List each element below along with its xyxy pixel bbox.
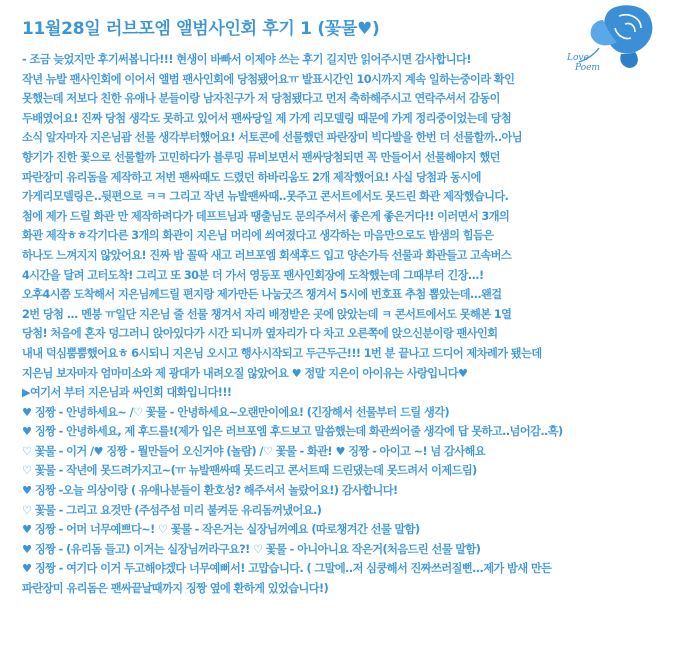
intro-line: 내내 덕심뿜뿜했어요ㅎ 6시되니 지은님 오시고 행사시작되고 두근두근!!! 1번 분 끝나고 드디어 제차례가 됐는데 <box>22 346 542 360</box>
intro-line: 당첨! 처음에 혼자 덩그러니 앉아있다가 시간 되니까 옆자리가 다 차고 오른쪽에 앉으신분이랑 팬사인회 <box>22 327 498 341</box>
dialogue-heading: ▶여기서 부터 지은님과 싸인회 대화입니다!!! <box>22 386 232 400</box>
dialogue-line: ♥ 징짱 - 여기다 이거 두고해야겠다 너무예뻐서! 고맙습니다. ( 그말에..저 심쿵해서 진짜쓰러질뻔...제가 밤새 만든 <box>22 562 552 576</box>
dialogue-line: ♡ 꽃물 - 그리고 요것만 (주섬주섬 미리 불켜둔 유리돔꺼냈어요.) <box>22 503 322 517</box>
intro-line: 지은님 보자마자 엄마미소와 제 광대가 내려오질 않았어요 ♥ 정말 지은이 아이유는 사랑입니다♥ <box>22 366 468 380</box>
dialogue-line: ♥ 징짱 - 안녕하세요, 제 후드를!(제가 입은 러브포엠 후드보고 말씀했는데 화관씌어줄 생각에 답 못하고..넘어감..흑) <box>22 425 563 439</box>
intro-line: 첨에 제가 드릴 화관 만 제작하려다가 데프트님과 땡출님도 문의주셔서 좋은게 좋은거다!! 이러면서 3개의 <box>22 209 510 223</box>
intro-line: - 조금 늦었지만 후기써봅니다!!! 현생이 바빠서 이제야 쓰는 후기 길지만 읽어주시면 감사합니다! <box>22 53 471 66</box>
logo-text-poem: Poem <box>575 63 600 73</box>
dialogue-line: ♥ 징짱 - 안녕하세요~ /♡ 꽃물 - 안녕하세요~오랜만이에요! (긴장해서 선물부터 드릴 생각) <box>22 405 450 419</box>
intro-line: 가게리모델링은..뒷편으로 ㅋㅋ 그리고 작년 뉴발팬싸때..못주고 콘서트에서도 못드린 화관 제작했습니다. <box>22 190 509 204</box>
post-body <box>22 50 662 599</box>
intro-line: 하나도 느껴지지 않았어요! 진짜 밤 꼴딱 새고 러브포엠 회색후드 입고 양손가득 선물과 화관들고 고속버스 <box>22 248 512 262</box>
dialogue-line: ♥ 징짱 - (유리돔 들고) 이거는 실장님꺼라구요?! ♡ 꽃물 - 아니아니요 작은거(처음드린 선물 말함) <box>22 542 481 556</box>
dialogue-line: ♥ 징짱 -오늘 의상이랑 ( 유애나분들이 환호성? 해주셔서 놀랐어요!) 감사합니다! <box>22 484 398 498</box>
dialogue-line: 파란장미 유리돔은 팬싸끝날때까지 징짱 옆에 환하게 있었습니다!) <box>22 582 329 596</box>
dialogue-line: ♡ 꽃물 - 이거 /♥ 징짱 - 뭘만들어 오신거야 (놀람) /♡ 꽃물 - 화관! ♥ 징짱 - 아이고 ~! 넘 감사해요 <box>22 444 486 458</box>
intro-line: 작년 뉴발 팬사인회에 이어서 앨범 팬사인회에 당첨됐어요ㅠ 발표시간인 10시까지 계속 일하는중이라 확인 <box>22 72 515 86</box>
intro-line: 화관 제작ㅎㅎ각기다른 3개의 화관이 지은님 머리에 씌여졌다고 생각하는 마음만으로도 밤샘의 힘듬은 <box>22 229 494 243</box>
post-title: 11월28일 러브포엠 앨범사인회 후기 1 (꽃물♥) <box>22 19 380 39</box>
intro-line: 2번 당첨 ... 멘붕 ㅠ일단 지은님 줄 선물 챙겨서 자리 배정받은 곳에 앉았는데 ㅋ 콘서트에서도 못해본 1열 <box>22 307 512 321</box>
dialogue-line: ♡ 꽃물 - 작년에 못드려가지고~(ㅠ 뉴발팬싸때 못드리고 콘서트때 드린댔는데 못드려서 이제드림) <box>22 464 477 478</box>
intro-line: 소식 알자마자 지은님괌 선물 생각부터했어요! 서토콘에 선물했던 파란장미 빅다발을 한번 더 선물할까..아님 <box>22 131 523 145</box>
intro-line: 4시간을 달려 고터도착! 그리고 또 30분 더 가서 영등포 팬사인회장에 도착했는데 그때부터 긴장...! <box>22 268 484 282</box>
logo-text-love: Love <box>567 53 589 63</box>
intro-line: 향기가 진한 꽃으로 선물할까 고민하다가 블루밍 뮤비보면서 팬싸당첨되면 꼭 만들어서 선물해야지 했던 <box>22 150 500 164</box>
intro-paragraph <box>22 50 662 383</box>
intro-line: 못했는데 저보다 친한 유애나 분들이랑 남자친구가 저 당첨됐다고 먼저 축하해주시고 연락주셔서 감동이 <box>22 92 500 106</box>
intro-line: 오후4시쯤 도착해서 지은님께드릴 편지랑 제가만든 나눔굿즈 챙겨서 5시에 번호표 추첨 뽑았는데...왠걸 <box>22 288 502 302</box>
intro-line: 두배였어요! 진짜 당첨 생각도 못하고 있어서 팬싸당일 제 가게 리모델링 때문에 가게 정리중이었는데 당첨 <box>22 111 512 125</box>
fansign-dialogue <box>22 383 662 599</box>
dialogue-line: ♥ 징짱 - 어머 너무예쁘다~! ♡ 꽃물 - 작은거는 실장님꺼예요 (따로챙겨간 선물 말함) <box>22 523 420 537</box>
intro-line: 파란장미 유리돔을 제작하고 저번 팬싸때도 드렸던 하바리움도 2개 제작했어요! 사실 당첨과 동시에 <box>22 170 481 184</box>
